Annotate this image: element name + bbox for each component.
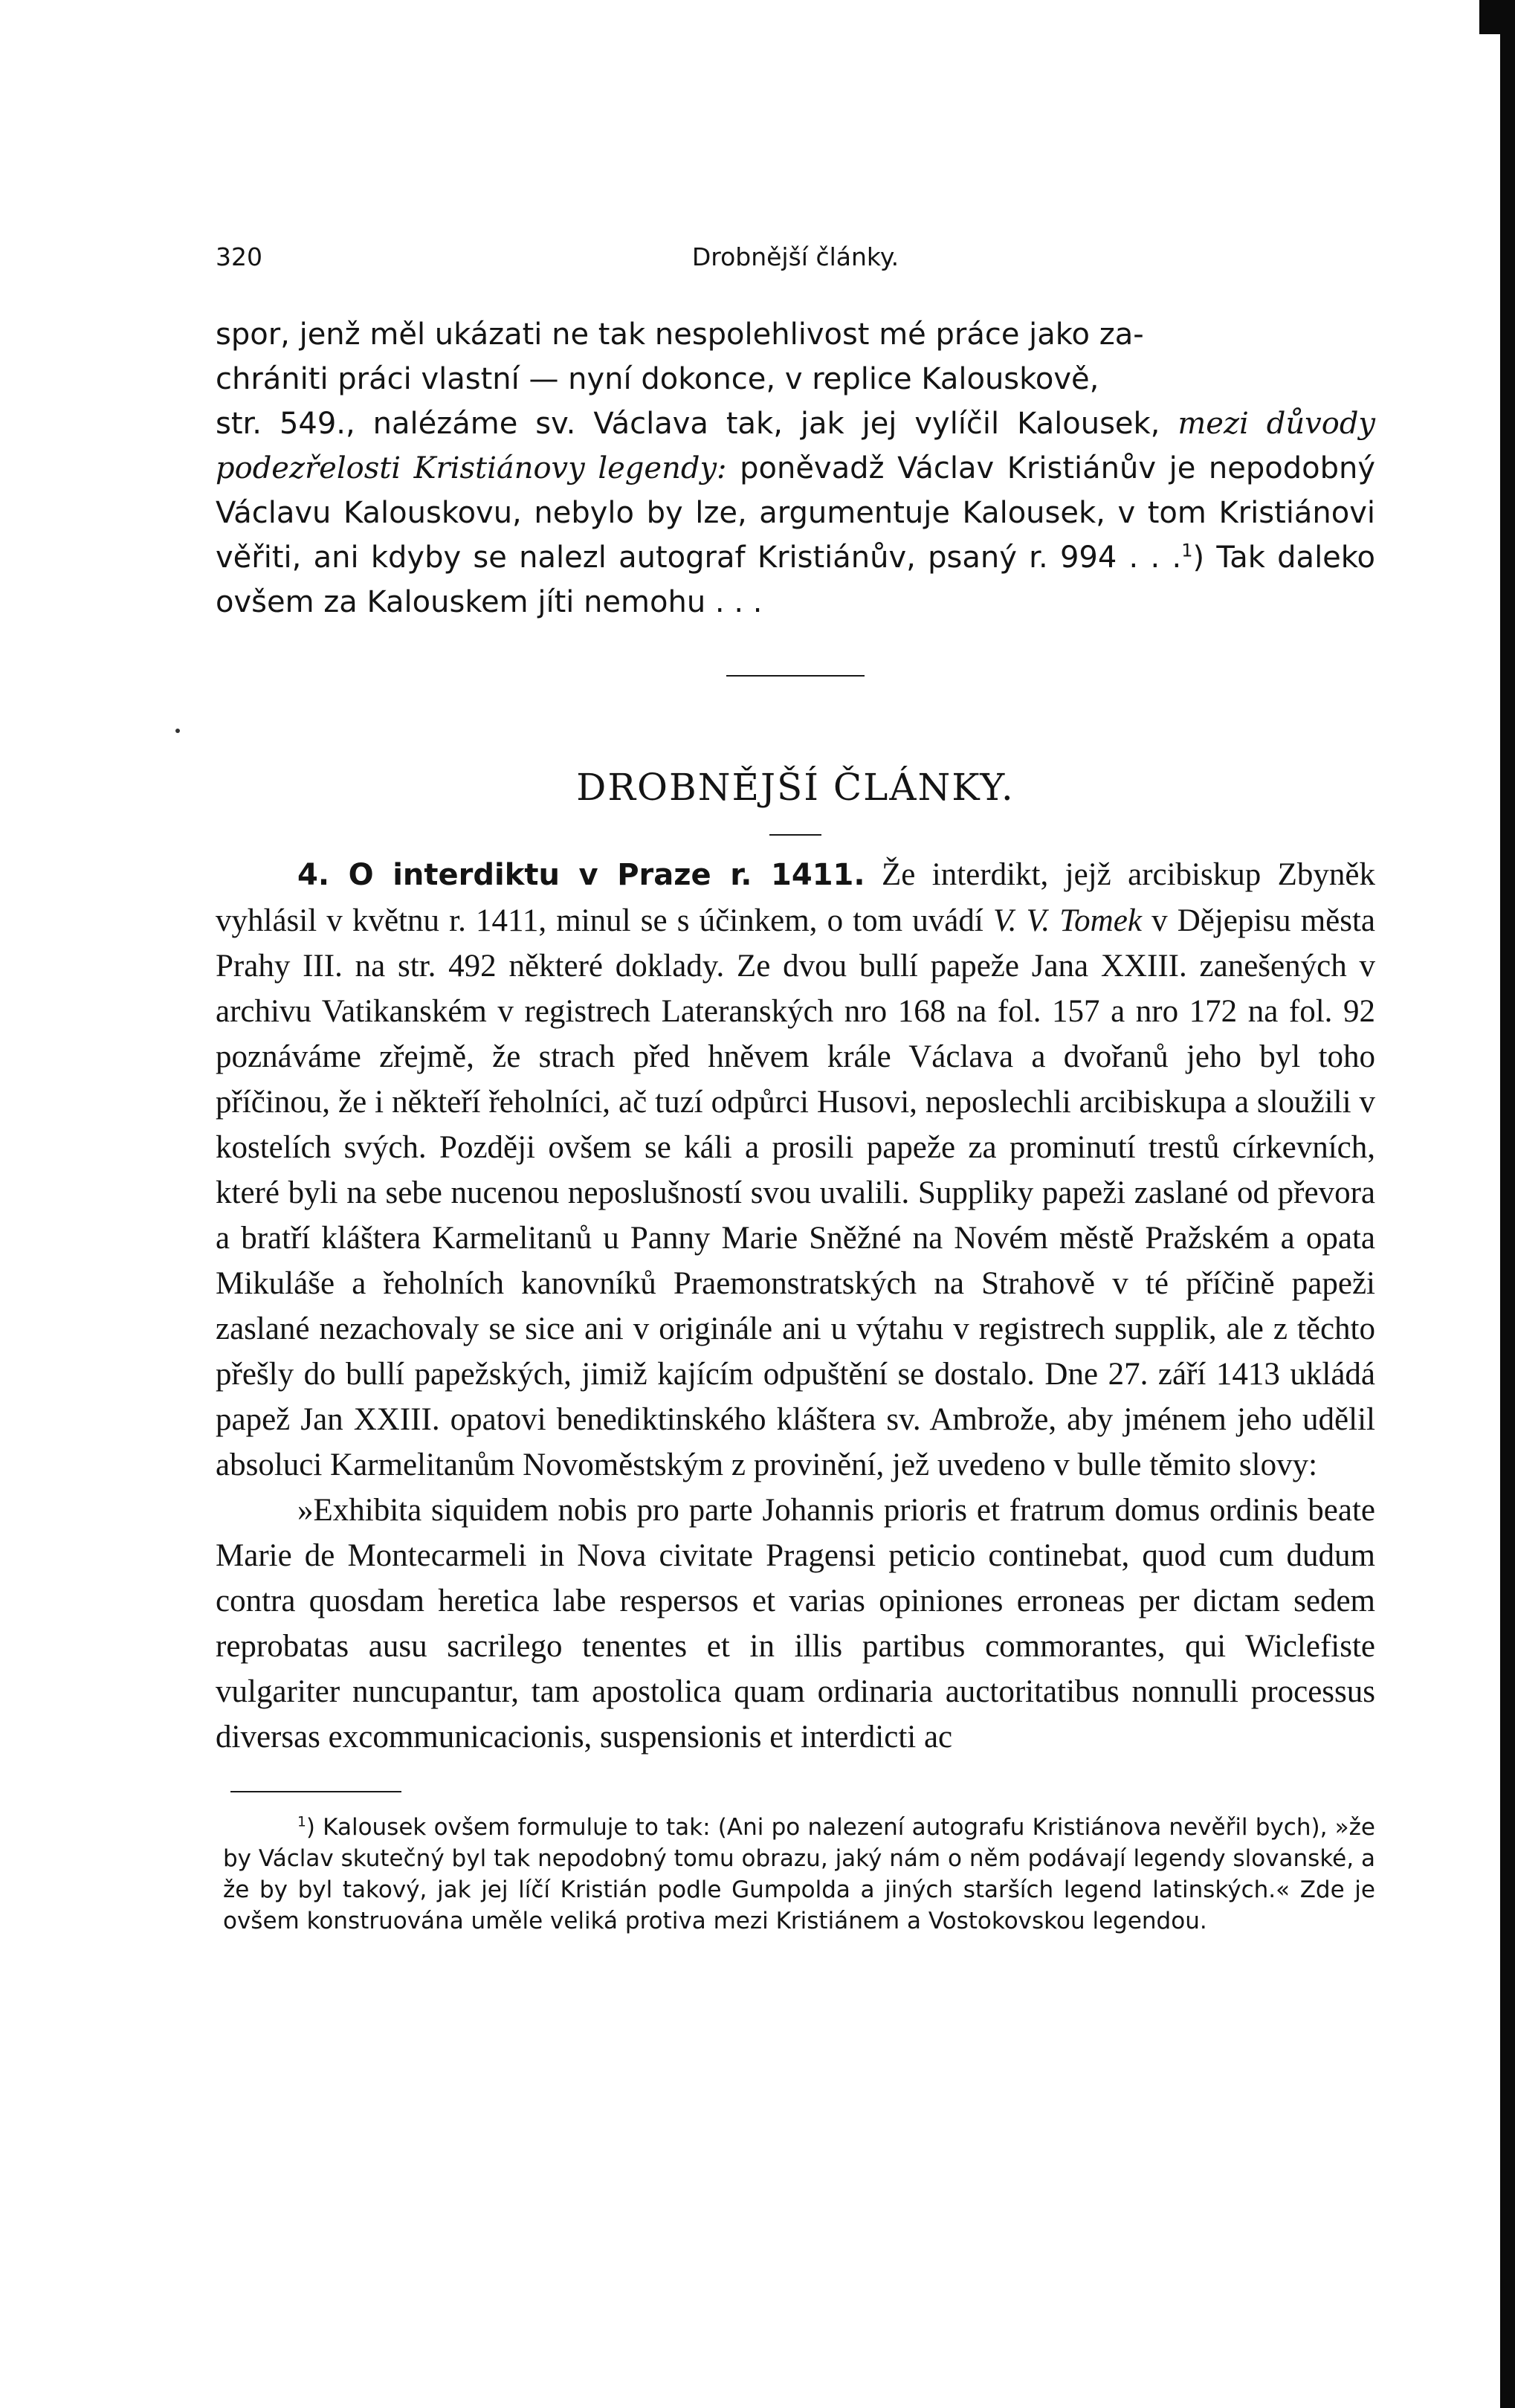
latin-quote: »Exhibita siquidem nobis pro parte Johannis prioris et fratrum domus ordinis beate Marie de Montecarmeli in Nova civitate Pragensi peticio continebat, quod cum dudum contra quosdam heretica labe respersos et varias opiniones erroneas per dictam sedem reprobatas ausu sacrilego tenentes et in illis partibus commorantes, qui Wiclefiste vulgariter nuncupantur, tam apostolica quam ordinaria auctoritatibus nonnulli processus diversas excommunicacionis, suspensionis et interdicti ac: [216, 1493, 1375, 1755]
article-body: [216, 852, 1375, 1760]
intro-line: str. 549., nalézáme sv. Václava tak, jak jej vylíčil Kalousek,: [216, 407, 1160, 441]
section-divider: [726, 675, 865, 677]
page-number: 320: [216, 242, 262, 271]
footnote-rule: [230, 1791, 401, 1792]
intro-line: spor, jenž měl ukázati ne tak nespolehlivost mé práce jako za-: [216, 317, 1144, 352]
section-title: DROBNĚJŠÍ ČLÁNKY.: [576, 766, 1015, 809]
intro-line: chrániti práci vlastní — nyní dokonce, v replice Kalouskově,: [216, 362, 1099, 396]
intro-italic-phrase: mezi důvody podezřelosti Kristiánovy legendy:: [216, 407, 1376, 485]
article-text-start: Že interdikt, jejž arcibiskup Zbyněk vyhlásil v květnu r. 1411, minul se s účinkem, o tom uvádí: [216, 857, 1376, 938]
running-head: [216, 230, 1375, 275]
scan-speck: [175, 729, 180, 733]
scan-edge-right: [1500, 0, 1515, 2408]
article-heading: 4. O interdiktu v Praze r. 1411.: [297, 858, 865, 892]
footnote-number: 1: [297, 1814, 306, 1830]
article-text-body: v Dějepisu města Prahy III. na str. 492 některé doklady. Ze dvou bullí papeže Jana XXIII. zanešených v archivu Vatikanském v registrech Lateranských nro 168 na fol. 157 a nro 172 na fol. 92 poznáváme zřejmě, že strach před hněvem krále Václava a dvořanů jeho byl toho příčinou, že i někteří řeholníci, ač tuzí odpůrci Husovi, neposlechli arcibiskupa a sloužili v kostelích svých. Později ovšem se káli a prosili papeže za prominutí trestů církevních, které byli na sebe nucenou neposlušností svou uvalili. Suppliky papeži zaslané od převora a bratří kláštera Karmelitanů u Panny Marie Sněžné na Novém městě Pražském a opata Mikuláše a řeholních kanovníků Praemonstratských na Strahově v té příčině papeži zaslané nezachovaly se sice ani v originále ani u výtahu v registrech supplik, ale z těchto přešly do bullí papežských, jimiž kajícím odpuštění se dostalo. Dne 27. září 1413 ukládá papež Jan XXIII. opatovi benediktinského kláštera sv. Ambrože, aby jménem jeho udělil absoluci Karmelitanům Novoměstským z provinění, jež uvedeno v bulle těmito slovy:: [216, 903, 1376, 1482]
intro-paragraph: [216, 312, 1375, 624]
footnote-marker: 1: [1181, 540, 1193, 561]
intro-closing: ) Tak daleko ovšem za Kalouskem jíti nemohu . . .: [216, 540, 1376, 619]
running-title: Drobnější články.: [691, 242, 899, 271]
document-page: [216, 230, 1375, 1937]
intro-continuation: poněvadž Václav Kristiánův je nepodobný Václavu Kalouskovu, nebylo by lze, argumentuje Kalousek, v tom Kristiánovi věřiti, ani kdyby se nalezl autograf Kristiánův, psaný r. 994 . . .: [216, 451, 1376, 575]
article-paragraph: [216, 852, 1375, 1488]
footnote-text: ) Kalousek ovšem formuluje to tak: (Ani po nalezení autografu Kristiánova nevěřil bych), »že by Václav skutečný byl tak nepodobný tomu obrazu, jaký nám o něm podávají legendy slovanské, a že by byl takový, jak jej líčí Kristián podle Gumpolda a jiných starších legend latinských.« Zde je ovšem konstruována uměle veliká protiva mezi Kristiánem a Vostokovskou legendou.: [223, 1814, 1375, 1934]
footnote: [216, 1812, 1375, 1937]
scan-edge-top: [1479, 0, 1515, 34]
title-rule: [769, 834, 821, 836]
author-name: V. V. Tomek: [992, 903, 1142, 938]
